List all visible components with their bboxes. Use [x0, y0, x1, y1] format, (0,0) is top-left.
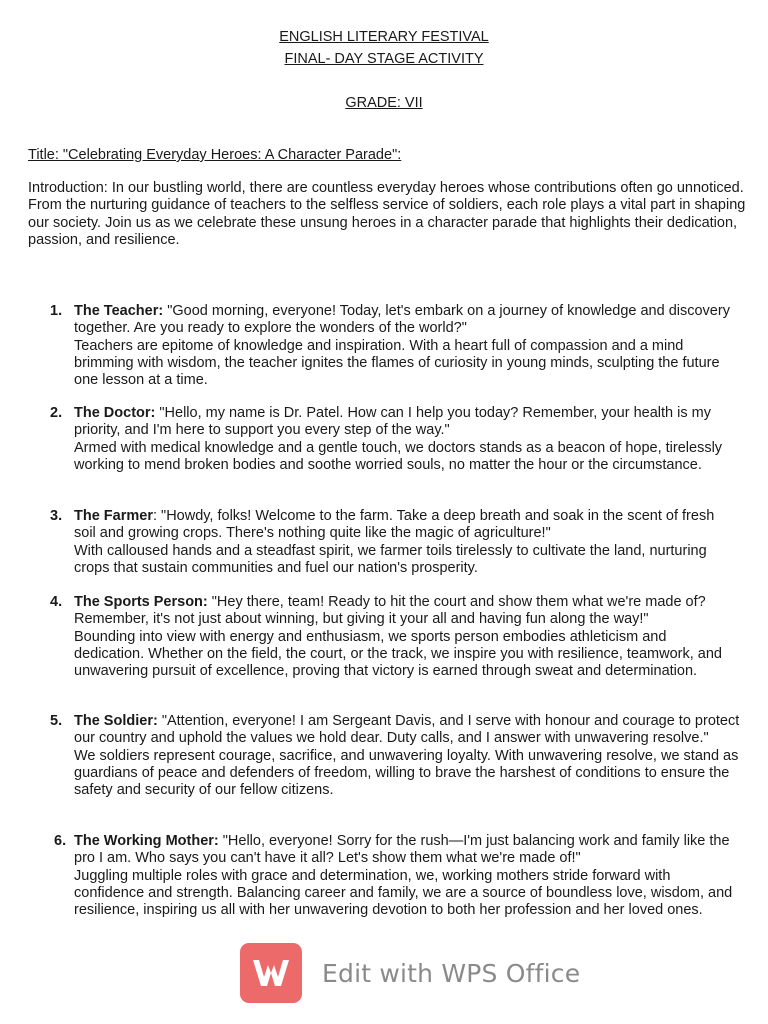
item-number: 1. [50, 303, 63, 319]
role-quote: "Attention, everyone! I am Sergeant Davis, and I serve with honour and courage to protect our country and uphold the values we hold dear. Duty calls, and I answer with unwavering resolve." [74, 713, 740, 747]
festival-title: ENGLISH LITERARY FESTIVAL [279, 29, 489, 45]
list-item [50, 303, 740, 389]
introduction-text: In our bustling world, there are countless everyday heroes whose contributions often go unnoticed. From the nurturing guidance of teachers to the selfless service of soldiers, each role plays a vital part in shaping our society. Join us as we celebrate these unsung heroes in a character parade that highlights their dedication, passion, and resilience. [28, 180, 746, 248]
introduction-label: Introduction: [28, 180, 108, 196]
grade-label: GRADE: VII [345, 95, 423, 111]
role-label: The Doctor: [74, 405, 156, 421]
role-quote: : "Howdy, folks! Welcome to the farm. Take a deep breath and soak in the scent of fresh soil and growing crops. There's nothing quite like the magic of agriculture!" [74, 508, 715, 542]
role-label: The Teacher: [74, 303, 164, 319]
role-description: Bounding into view with energy and enthusiasm, we sports person embodies athleticism and dedication. Whether on the field, the court, or the track, we inspire you with resilience, teamwork, and unwavering pursuit of excellence, proving that victory is earned through sweat and determination. [74, 628, 722, 680]
item-number: 5. [50, 713, 63, 729]
role-description: Armed with medical knowledge and a gentle touch, we doctors stands as a beacon of hope, tirelessly working to mend broken bodies and soothe worried souls, no matter the hour or the circumstance. [74, 439, 723, 473]
role-description: Juggling multiple roles with grace and determination, we, working mothers stride forward with confidence and strength. Balancing career and family, we are a source of boundless love, wisdom, and resilience, inspiring us all with her unwavering devotion to both her profession and her loved ones. [74, 867, 733, 919]
list-item [54, 833, 744, 919]
role-quote: "Hey there, team! Ready to hit the court and show them what we're made of? Remember, it's not just about winning, but giving it your all and having fun along the way!" [74, 594, 706, 628]
activity-title: FINAL- DAY STAGE ACTIVITY [284, 51, 484, 67]
role-description: We soldiers represent courage, sacrifice, and unwavering loyalty. With unwavering resolve, we stand as guardians of peace and defenders of freedom, willing to brave the harshest of conditions to ensure the safety and security of our fellow citizens. [74, 747, 739, 799]
list-item [50, 405, 740, 474]
role-label: The Sports Person: [74, 594, 208, 610]
introduction-paragraph [28, 180, 746, 249]
role-label: The Working Mother: [74, 833, 219, 849]
role-quote: "Hello, everyone! Sorry for the rush—I'm just balancing work and family like the pro I am. Who says you can't have it all? Let's show them what we're made of!" [74, 833, 730, 867]
wps-watermark[interactable] [240, 942, 580, 1004]
role-quote: "Hello, my name is Dr. Patel. How can I help you today? Remember, your health is my priority, and I'm here to support you every step of the way." [74, 405, 711, 439]
activity-title-line: Title: "Celebrating Everyday Heroes: A Character Parade": [28, 147, 402, 163]
item-number: 2. [50, 405, 63, 421]
wps-logo-icon [240, 943, 302, 1003]
list-item [50, 508, 740, 577]
item-number: 3. [50, 508, 63, 524]
role-label: The Soldier: [74, 713, 158, 729]
list-item [50, 713, 740, 799]
role-description: With calloused hands and a steadfast spirit, we farmer toils tirelessly to cultivate the land, nurturing crops that sustain communities and fuel our nation's prosperity. [74, 542, 707, 576]
item-number: 6. [54, 833, 67, 849]
role-quote: "Good morning, everyone! Today, let's embark on a journey of knowledge and discovery together. Are you ready to explore the wonders of the world?" [74, 303, 730, 337]
role-label: The Farmer [74, 508, 153, 524]
item-number: 4. [50, 594, 63, 610]
wps-watermark-text: Edit with WPS Office [322, 958, 581, 988]
role-description: Teachers are epitome of knowledge and inspiration. With a heart full of compassion and a mind brimming with wisdom, the teacher ignites the flames of curiosity in young minds, sculpting the future one lesson at a time. [74, 337, 720, 389]
list-item [50, 594, 740, 680]
